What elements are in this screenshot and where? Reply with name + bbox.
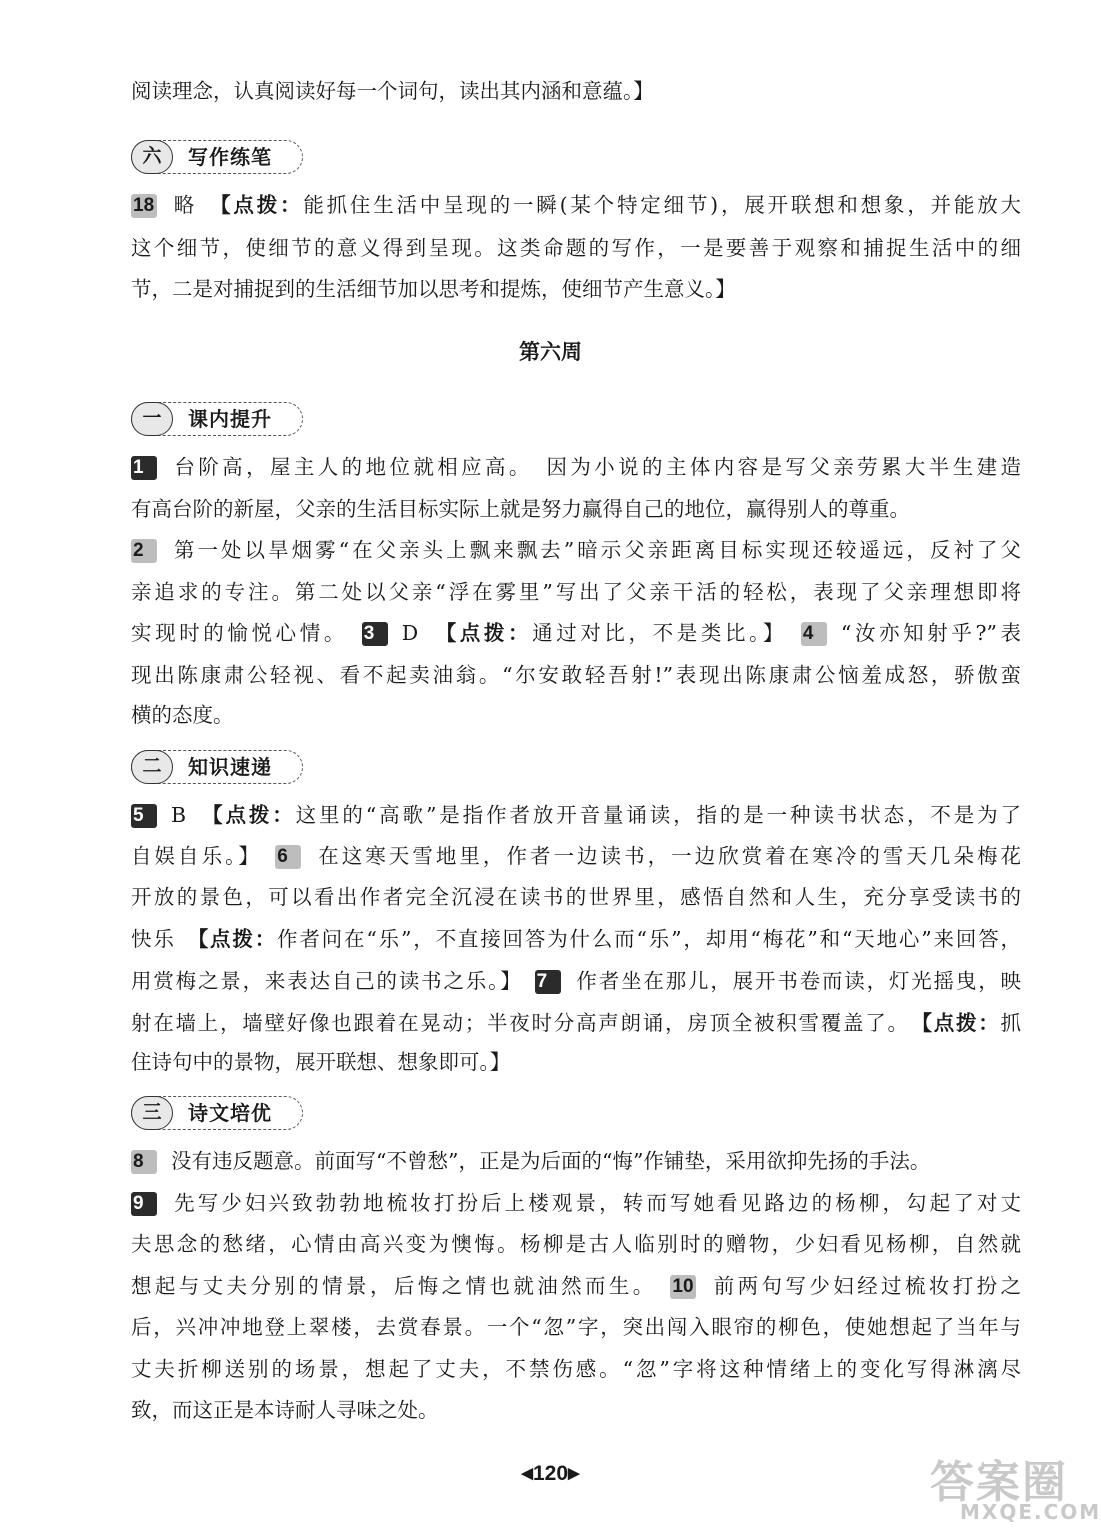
week-title: 第六周 [519, 340, 582, 364]
watermark-logo [930, 1446, 1101, 1526]
section-badge: 二 [131, 750, 173, 784]
q2-line-1 [131, 535, 1021, 565]
question-number-3: 3 [362, 622, 388, 646]
question-number-7: 7 [535, 970, 561, 994]
q6-text-1: 在这寒天雪地里，作者一边读书，一边欣赏着在寒冷的雪天几朵梅花 [315, 844, 1022, 868]
q9-line-2: 夫思念的愁绪，心情由高兴变为懊悔。杨柳是古人临别时的赠物，少妇看见杨柳，自然就 [131, 1232, 1021, 1256]
q9-line-1 [131, 1188, 1021, 1218]
q10-text-1: 前两句写少妇经过梳妆打扮之 [710, 1274, 1022, 1298]
q5-tip-text-2: 自娱自乐。】 [131, 844, 252, 868]
question-number-6: 6 [275, 845, 301, 869]
section-title: 知识速递 [188, 755, 272, 779]
question-number-1: 1 [131, 456, 157, 480]
right-arrow-icon: ▶ [568, 1465, 580, 1482]
q1-line-2: 有高台阶的新屋，父亲的生活目标实际上就是努力赢得自己的地位，赢得别人的尊重。 [131, 497, 910, 521]
intro-tail-line: 阅读理念，认真阅读好每一个词句，读出其内涵和意蕴。】 [131, 79, 654, 103]
question-number-10: 10 [670, 1275, 696, 1299]
q1-line-1 [131, 452, 1021, 482]
left-arrow-icon: ◀ [521, 1465, 533, 1482]
q6-text-3: 快乐 [131, 927, 176, 951]
q7-line-2 [131, 1008, 1021, 1038]
q9-text-3: 想起与丈夫分别的情景，后悔之情也就油然而生。 [131, 1274, 647, 1298]
q10-line-4: 致，而这正是本诗耐人寻味之处。 [131, 1398, 439, 1422]
q5-q6-line [131, 841, 1021, 871]
q6-q7-line [131, 966, 1021, 996]
q4-text-1: “汝亦知射乎?”表 [840, 621, 1022, 645]
q9-q10-line [131, 1271, 1021, 1301]
q5-tip-text-1: 这里的“高歌”是指作者放开音量诵读，指的是一种读书状态，不是为了 [295, 803, 1022, 827]
q18-line-1 [131, 190, 1021, 220]
question-number-8: 8 [131, 1150, 157, 1174]
q10-line-3: 丈夫折柳送别的场景，想起了丈夫，不禁伤感。“忽”字将这种情绪上的变化写得淋漓尽 [131, 1357, 1021, 1381]
q6-line-3 [131, 924, 1021, 954]
section-six-header [131, 140, 303, 174]
q5-answer: B [171, 803, 187, 827]
q1-text-1: 台阶高，屋主人的地位就相应高。 因为小说的主体内容是写父亲劳累大半生建造 [171, 455, 1021, 479]
q6-tip-text-2: 用赏梅之景，来表达自己的读书之乐。】 [131, 969, 513, 993]
q6-tip-text-1: 作者问在“乐”，不直接回答为什么而“乐”，却用“梅花”和“天地心”来回答， [277, 927, 1022, 951]
section-one-header [131, 402, 303, 436]
section-two-header [131, 750, 303, 784]
q8-text-1: 没有违反题意。前面写“不曾愁”，正是为后面的“悔”作铺垫，采用欲抑先扬的手法。 [171, 1149, 931, 1173]
section-title: 写作练笔 [188, 145, 272, 169]
section-three-header [131, 1096, 303, 1130]
q2-line-2: 亲追求的专注。第二处以父亲“浮在雾里”写出了父亲干活的轻松，表现了父亲理想即将 [131, 580, 1021, 604]
tip-label: 【点拨： [220, 193, 304, 217]
q4-line-2: 现出陈康肃公轻视、看不起卖油翁。“尔安敢轻吾射!”表现出陈康肃公恼羞成怒，骄傲蛮 [131, 663, 1021, 687]
tip-label: 【点拨： [212, 803, 296, 827]
tip-label: 【点拨： [445, 621, 533, 645]
section-badge: 三 [131, 1096, 173, 1130]
q7-text-1: 作者坐在那儿，展开书卷而读，灯光摇曳，映 [574, 969, 1022, 993]
section-title: 诗文培优 [188, 1101, 272, 1125]
q3-tip-text: 通过对比，不是类比。】 [532, 621, 777, 645]
q3-answer: D [401, 621, 419, 645]
q6-line-2: 开放的景色，可以看出作者完全沉浸在读书的世界里，感悟自然和人生，充分享受读书的 [131, 885, 1021, 909]
tip-label: 【点拨： [197, 927, 278, 951]
question-number-2: 2 [131, 539, 157, 563]
q8-line-1 [131, 1146, 1021, 1176]
q18-line-3: 节，二是对捕捉到的生活细节加以思考和提炼，使细节产生意义。】 [131, 277, 736, 301]
question-number-5: 5 [131, 804, 157, 828]
q5-line-1 [131, 800, 1021, 830]
q7-tip-text-1: 抓 [1000, 1011, 1021, 1035]
q18-line-2: 这个细节，使细节的意义得到呈现。这类命题的写作，一是要善于观察和捕捉生活中的细 [131, 236, 1021, 260]
q2-q4-line [131, 618, 1021, 648]
section-title: 课内提升 [188, 407, 272, 431]
question-number-4: 4 [801, 622, 827, 646]
q10-line-2: 后，兴冲冲地登上翠楼，去赏春景。一个“忽”字，突出闯入眼帘的柳色，使她想起了当年与 [131, 1315, 1021, 1339]
q7-line-3: 住诗句中的景物，展开联想、想象即可。】 [131, 1050, 511, 1074]
q18-answer: 略 [171, 193, 198, 217]
question-number-18: 18 [131, 194, 157, 218]
q18-text-1: 能抓住生活中呈现的一瞬(某个特定细节)，展开联想和想象，并能放大 [303, 193, 1021, 217]
q7-text-2: 射在墙上，墙壁好像也跟着在晃动；半夜时分高声朗诵，房顶全被积雪覆盖了。 [131, 1011, 900, 1035]
question-number-9: 9 [131, 1192, 157, 1216]
q2-text-1: 第一处以旱烟雾“在父亲头上飘来飘去”暗示父亲距离目标实现还较遥远，反衬了父 [171, 538, 1021, 562]
watermark-url: MXQE.COM [960, 1500, 1101, 1524]
section-badge: 六 [131, 140, 173, 174]
watermark-text: 答案圈 [930, 1457, 1068, 1508]
page-number-value: 120 [532, 1462, 569, 1485]
tip-label: 【点拨： [921, 1011, 1001, 1035]
section-badge: 一 [131, 402, 173, 436]
q2-text-3: 实现时的愉悦心情。 [131, 621, 338, 645]
q4-line-3: 横的态度。 [131, 703, 234, 727]
q9-text-1: 先写少妇兴致勃勃地梳妆打扮后上楼观景，转而写她看见路边的杨柳，勾起了对丈 [171, 1191, 1021, 1215]
